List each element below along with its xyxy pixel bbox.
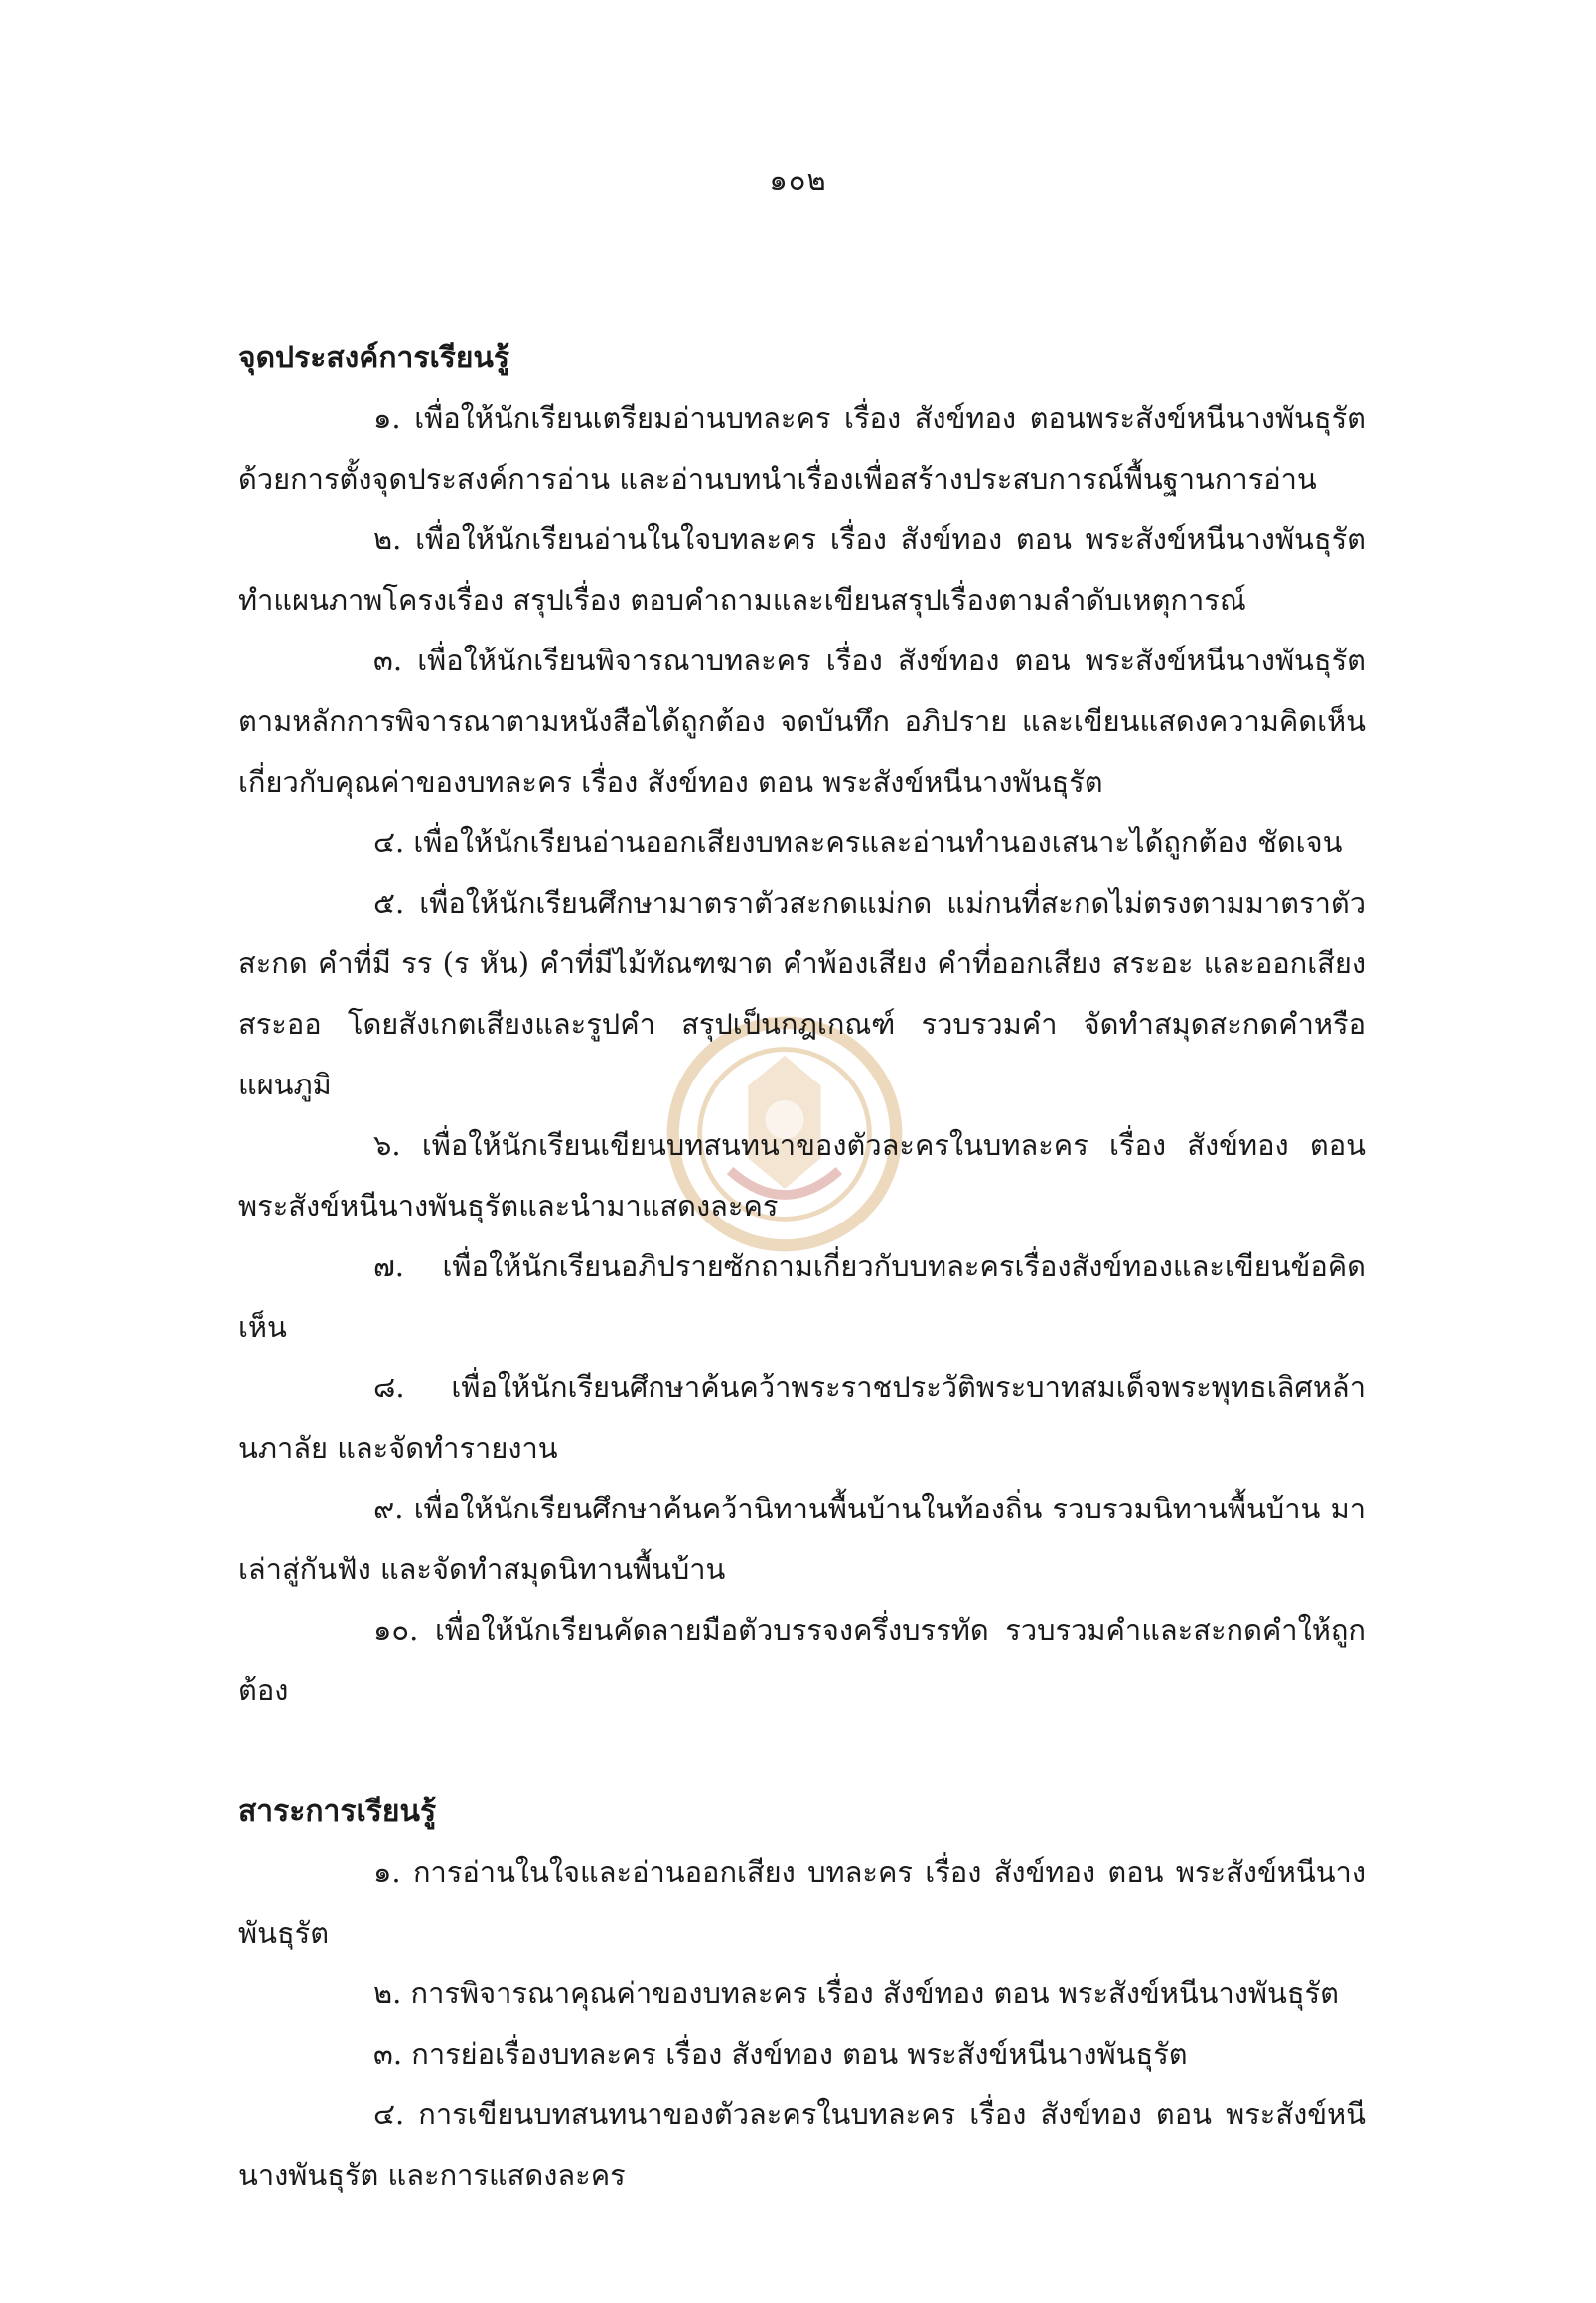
objective-item: ๑. เพื่อให้นักเรียนเตรียมอ่านบทละคร เรื่อง สังข์ทอง ตอนพระสังข์หนีนางพันธุรัต ด้วยการตั้งจุดประสงค์การอ่าน และอ่านบทนำเรื่องเพื่อสร้างประสบการณ์พื้นฐานการอ่าน (238, 401, 1366, 496)
objective-item: ๗. เพื่อให้นักเรียนอภิปรายซักถามเกี่ยวกับบทละครเรื่องสังข์ทองและเขียนข้อคิดเห็น (238, 1249, 1366, 1344)
objectives-heading: จุดประสงค์การเรียนรู้ (238, 341, 510, 375)
content-item: ๒. การพิจารณาคุณค่าของบทละคร เรื่อง สังข์ทอง ตอน พระสังข์หนีนางพันธุรัต (373, 1976, 1339, 2010)
section-spacer (238, 1721, 1366, 1782)
content-list (238, 1842, 1366, 2206)
objective-item: ๑๐. เพื่อให้นักเรียนคัดลายมือตัวบรรจงครึ่งบรรทัด รวบรวมคำและสะกดคำให้ถูกต้อง (238, 1613, 1366, 1707)
objective-item: ๔. เพื่อให้นักเรียนอ่านออกเสียงบทละครและอ่านทำนองเสนาะได้ถูกต้อง ชัดเจน (373, 825, 1343, 859)
page-number: ๑๐๒ (769, 163, 827, 197)
content-item: ๔. การเขียนบทสนทนาของตัวละครในบทละคร เรื่อง สังข์ทอง ตอน พระสังข์หนีนางพันธุรัต และการแสดงละคร (238, 2097, 1366, 2192)
objective-item: ๘. เพื่อให้นักเรียนศึกษาค้นคว้าพระราชประวัติพระบาทสมเด็จพระพุทธเลิศหล้านภาลัย และจัดทำรายงาน (238, 1370, 1366, 1465)
document-body (238, 328, 1366, 2206)
objective-item: ๓. เพื่อให้นักเรียนพิจารณาบทละคร เรื่อง สังข์ทอง ตอน พระสังข์หนีนางพันธุรัต ตามหลักการพิจารณาตามหนังสือได้ถูกต้อง จดบันทึก อภิปราย และเขียนแสดงความคิดเห็นเกี่ยวกับคุณค่าของบทละคร เรื่อง สังข์ทอง ตอน พระสังข์หนีนางพันธุรัต (238, 644, 1366, 798)
objective-item: ๒. เพื่อให้นักเรียนอ่านในใจบทละคร เรื่อง สังข์ทอง ตอน พระสังข์หนีนางพันธุรัต ทำแผนภาพโครงเรื่อง สรุปเรื่อง ตอบคำถามและเขียนสรุปเรื่องตามลำดับเหตุการณ์ (238, 522, 1366, 617)
objective-item: ๕. เพื่อให้นักเรียนศึกษามาตราตัวสะกดแม่กด แม่กนที่สะกดไม่ตรงตามมาตราตัวสะกด คำที่มี รร (ร หัน) คำที่มีไม้ทัณฑฆาต คำพ้องเสียง คำที่ออกเสียง สระอะ และออกเสียง สระออ โดยสังเกตเสียงและรูปคำ สรุปเป็นกฎเกณฑ์ รวบรวมคำ จัดทำสมุดสะกดคำหรือแผนภูมิ (238, 886, 1366, 1101)
objective-item: ๙. เพื่อให้นักเรียนศึกษาค้นคว้านิทานพื้นบ้านในท้องถิ่น รวบรวมนิทานพื้นบ้าน มาเล่าสู่กันฟัง และจัดทำสมุดนิทานพื้นบ้าน (238, 1492, 1366, 1586)
content-item: ๓. การย่อเรื่องบทละคร เรื่อง สังข์ทอง ตอน พระสังข์หนีนางพันธุรัต (373, 2037, 1188, 2071)
content-heading: สาระการเรียนรู้ (238, 1795, 437, 1829)
objectives-list (238, 388, 1366, 1721)
objective-item: ๖. เพื่อให้นักเรียนเขียนบทสนทนาของตัวละครในบทละคร เรื่อง สังข์ทอง ตอน พระสังข์หนีนางพันธุรัตและนำมาแสดงละคร (238, 1128, 1366, 1223)
content-item: ๑. การอ่านในใจและอ่านออกเสียง บทละคร เรื่อง สังข์ทอง ตอน พระสังข์หนีนางพันธุรัต (238, 1855, 1366, 1949)
